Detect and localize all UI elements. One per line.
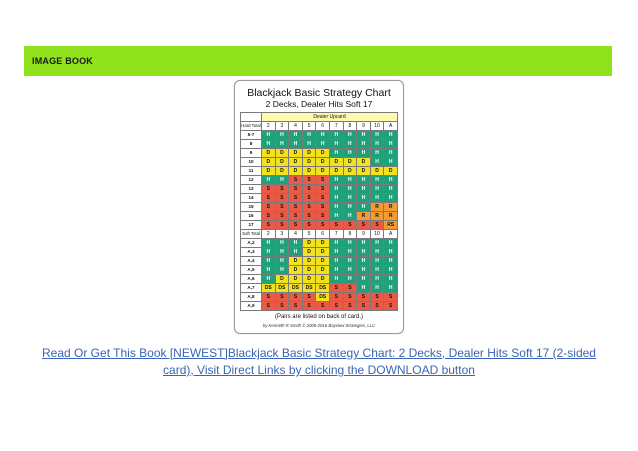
strategy-cell: S <box>302 176 316 185</box>
strategy-cell: S <box>316 176 330 185</box>
strategy-cell: S <box>275 212 289 221</box>
strategy-cell: D <box>370 167 384 176</box>
row-label: A,4 <box>241 257 262 266</box>
strategy-cell: H <box>275 131 289 140</box>
upcard-header: 5 <box>302 122 316 131</box>
soft-total-header: Soft Total <box>241 230 262 239</box>
upcard-header: 6 <box>316 122 330 131</box>
corner-cell <box>241 113 262 122</box>
strategy-cell: H <box>370 185 384 194</box>
table-row <box>241 149 398 158</box>
strategy-cell: H <box>370 158 384 167</box>
row-label: 10 <box>241 158 262 167</box>
strategy-cell: S <box>329 284 343 293</box>
strategy-cell: H <box>370 284 384 293</box>
strategy-cell: H <box>316 140 330 149</box>
row-label: 17 <box>241 221 262 230</box>
strategy-cell: S <box>316 212 330 221</box>
strategy-cell: D <box>316 149 330 158</box>
strategy-cell: H <box>343 239 357 248</box>
strategy-cell: S <box>357 293 371 302</box>
strategy-cell: H <box>343 275 357 284</box>
strategy-cell: RS <box>384 221 398 230</box>
strategy-cell: H <box>357 284 371 293</box>
strategy-cell: H <box>384 239 398 248</box>
strategy-cell: H <box>329 149 343 158</box>
strategy-cell: D <box>357 158 371 167</box>
table-row <box>241 302 398 311</box>
strategy-cell: H <box>275 266 289 275</box>
row-label: A,8 <box>241 293 262 302</box>
strategy-cell: S <box>289 203 303 212</box>
strategy-cell: S <box>302 203 316 212</box>
strategy-cell: R <box>370 203 384 212</box>
strategy-cell: D <box>343 167 357 176</box>
strategy-cell: D <box>329 167 343 176</box>
strategy-cell: S <box>302 221 316 230</box>
table-row <box>241 167 398 176</box>
strategy-cell: D <box>275 275 289 284</box>
strategy-cell: D <box>316 248 330 257</box>
row-label: 9 <box>241 149 262 158</box>
strategy-table <box>240 112 398 311</box>
strategy-cell: H <box>329 266 343 275</box>
strategy-cell: D <box>357 167 371 176</box>
strategy-cell: S <box>275 302 289 311</box>
strategy-cell: S <box>302 185 316 194</box>
strategy-cell: H <box>370 140 384 149</box>
strategy-cell: H <box>357 131 371 140</box>
strategy-cell: S <box>316 194 330 203</box>
table-row <box>241 185 398 194</box>
strategy-cell: S <box>262 194 276 203</box>
strategy-cell: DS <box>289 284 303 293</box>
strategy-cell: D <box>302 257 316 266</box>
strategy-cell: D <box>289 257 303 266</box>
upcard-header: 2 <box>262 122 276 131</box>
strategy-cell: D <box>302 266 316 275</box>
strategy-cell: S <box>316 221 330 230</box>
strategy-cell: D <box>289 149 303 158</box>
table-row <box>241 158 398 167</box>
strategy-grid <box>240 112 398 311</box>
book-cover-image <box>234 80 404 334</box>
strategy-cell: R <box>370 212 384 221</box>
strategy-cell: H <box>289 140 303 149</box>
strategy-cell: H <box>329 140 343 149</box>
strategy-cell: H <box>370 194 384 203</box>
strategy-cell: H <box>384 275 398 284</box>
strategy-cell: S <box>384 293 398 302</box>
strategy-cell: D <box>275 158 289 167</box>
strategy-cell: H <box>357 149 371 158</box>
strategy-cell: H <box>329 131 343 140</box>
strategy-cell: D <box>302 158 316 167</box>
strategy-cell: S <box>302 212 316 221</box>
strategy-cell: H <box>262 239 276 248</box>
upcard-header: 8 <box>343 230 357 239</box>
upcard-header: 4 <box>289 230 303 239</box>
strategy-cell: S <box>329 221 343 230</box>
strategy-cell: H <box>384 194 398 203</box>
strategy-cell: S <box>384 302 398 311</box>
table-row <box>241 266 398 275</box>
strategy-cell: S <box>316 302 330 311</box>
strategy-cell: D <box>289 158 303 167</box>
strategy-cell: S <box>289 185 303 194</box>
table-row <box>241 239 398 248</box>
strategy-cell: D <box>316 275 330 284</box>
download-link-line-1[interactable]: Read Or Get This Book [NEWEST]Blackjack Basic Strategy Chart: 2 Decks, Dealer Hits Soft 17 (2-sided <box>42 346 596 360</box>
strategy-cell: H <box>262 176 276 185</box>
strategy-cell: R <box>357 212 371 221</box>
strategy-cell: H <box>384 158 398 167</box>
upcard-header: 2 <box>262 230 276 239</box>
strategy-cell: D <box>275 149 289 158</box>
table-row <box>241 176 398 185</box>
strategy-cell: D <box>302 167 316 176</box>
strategy-cell: S <box>262 293 276 302</box>
strategy-cell: H <box>384 140 398 149</box>
upcard-header: 3 <box>275 230 289 239</box>
strategy-cell: H <box>384 131 398 140</box>
strategy-cell: H <box>343 248 357 257</box>
strategy-cell: S <box>289 176 303 185</box>
strategy-cell: S <box>343 302 357 311</box>
strategy-cell: H <box>384 248 398 257</box>
table-row <box>241 212 398 221</box>
pairs-note: (Pairs are listed on back of card.) <box>274 314 364 320</box>
upcard-header: A <box>384 230 398 239</box>
upcard-header: 10 <box>370 230 384 239</box>
strategy-cell: H <box>370 176 384 185</box>
row-label: 5-7 <box>241 131 262 140</box>
table-row <box>241 203 398 212</box>
strategy-cell: S <box>289 212 303 221</box>
strategy-cell: H <box>329 185 343 194</box>
strategy-cell: DS <box>275 284 289 293</box>
upcard-header: 10 <box>370 122 384 131</box>
strategy-cell: H <box>357 185 371 194</box>
strategy-cell: S <box>316 203 330 212</box>
strategy-cell: H <box>343 176 357 185</box>
strategy-cell: H <box>329 194 343 203</box>
strategy-cell: H <box>262 257 276 266</box>
strategy-cell: S <box>275 203 289 212</box>
strategy-cell: S <box>262 212 276 221</box>
strategy-cell: H <box>357 203 371 212</box>
strategy-cell: H <box>370 266 384 275</box>
strategy-cell: DS <box>316 293 330 302</box>
strategy-cell: DS <box>316 284 330 293</box>
strategy-cell: H <box>343 212 357 221</box>
strategy-cell: S <box>329 293 343 302</box>
strategy-cell: H <box>357 176 371 185</box>
row-label: 12 <box>241 176 262 185</box>
strategy-cell: D <box>316 167 330 176</box>
strategy-cell: S <box>262 185 276 194</box>
strategy-cell: S <box>262 302 276 311</box>
strategy-cell: H <box>370 248 384 257</box>
strategy-cell: S <box>316 185 330 194</box>
download-link-line-2[interactable]: card), Visit Direct Links by clicking the DOWNLOAD button <box>163 363 475 377</box>
strategy-cell: H <box>384 284 398 293</box>
strategy-cell: S <box>343 293 357 302</box>
strategy-cell: S <box>262 203 276 212</box>
strategy-cell: H <box>275 239 289 248</box>
strategy-cell: H <box>275 257 289 266</box>
row-label: A,2 <box>241 239 262 248</box>
strategy-cell: D <box>302 275 316 284</box>
row-label: A,7 <box>241 284 262 293</box>
upcard-header: 6 <box>316 230 330 239</box>
table-row <box>241 221 398 230</box>
dealer-upcard-title: Dealer Upcard <box>262 113 398 122</box>
strategy-cell: S <box>262 221 276 230</box>
strategy-cell: H <box>275 176 289 185</box>
strategy-cell: H <box>329 248 343 257</box>
upcard-header: 4 <box>289 122 303 131</box>
strategy-cell: S <box>275 221 289 230</box>
row-label: A,9 <box>241 302 262 311</box>
strategy-cell: H <box>357 239 371 248</box>
row-label: A,5 <box>241 266 262 275</box>
hard-total-header: Hard Total <box>241 122 262 131</box>
strategy-cell: H <box>384 266 398 275</box>
strategy-cell: H <box>370 257 384 266</box>
upcard-header: 7 <box>329 122 343 131</box>
strategy-cell: H <box>370 149 384 158</box>
table-row <box>241 140 398 149</box>
strategy-cell: H <box>357 140 371 149</box>
strategy-cell: S <box>357 302 371 311</box>
strategy-cell: D <box>302 239 316 248</box>
strategy-cell: D <box>316 257 330 266</box>
strategy-cell: D <box>316 266 330 275</box>
strategy-cell: H <box>262 140 276 149</box>
strategy-cell: H <box>262 266 276 275</box>
upcard-header: A <box>384 122 398 131</box>
strategy-cell: D <box>316 158 330 167</box>
strategy-cell: H <box>357 194 371 203</box>
strategy-cell: H <box>370 275 384 284</box>
strategy-cell: H <box>329 203 343 212</box>
strategy-cell: D <box>289 275 303 284</box>
upcard-header: 9 <box>357 122 371 131</box>
strategy-cell: H <box>302 131 316 140</box>
strategy-cell: H <box>343 266 357 275</box>
table-row <box>241 293 398 302</box>
strategy-cell: S <box>302 293 316 302</box>
strategy-cell: H <box>329 212 343 221</box>
strategy-cell: H <box>329 275 343 284</box>
table-row <box>241 248 398 257</box>
strategy-cell: S <box>343 284 357 293</box>
strategy-cell: H <box>343 194 357 203</box>
upcard-header: 5 <box>302 230 316 239</box>
upcard-header: 9 <box>357 230 371 239</box>
row-label: 15 <box>241 203 262 212</box>
strategy-cell: H <box>302 140 316 149</box>
strategy-cell: H <box>357 275 371 284</box>
strategy-cell: D <box>289 266 303 275</box>
strategy-cell: H <box>275 140 289 149</box>
row-label: A,6 <box>241 275 262 284</box>
strategy-cell: H <box>384 185 398 194</box>
strategy-cell: S <box>275 185 289 194</box>
strategy-cell: S <box>329 302 343 311</box>
chart-subtitle: 2 Decks, Dealer Hits Soft 17 <box>265 99 373 109</box>
strategy-cell: S <box>289 302 303 311</box>
strategy-cell: D <box>302 149 316 158</box>
strategy-cell: H <box>316 131 330 140</box>
image-book-banner <box>24 46 612 76</box>
strategy-cell: S <box>275 293 289 302</box>
strategy-cell: H <box>289 239 303 248</box>
table-row <box>241 275 398 284</box>
strategy-cell: H <box>343 131 357 140</box>
strategy-cell: R <box>384 212 398 221</box>
strategy-cell: H <box>289 131 303 140</box>
strategy-cell: D <box>384 167 398 176</box>
strategy-cell: D <box>329 158 343 167</box>
strategy-cell: D <box>262 158 276 167</box>
row-label: 16 <box>241 212 262 221</box>
copyright-credit: by Kenneth R Smith © 2008-2016 Bayview Strategies, LLC <box>262 323 376 328</box>
strategy-cell: H <box>289 248 303 257</box>
strategy-cell: S <box>289 221 303 230</box>
strategy-cell: H <box>384 257 398 266</box>
upcard-header: 3 <box>275 122 289 131</box>
table-row <box>241 257 398 266</box>
strategy-cell: H <box>384 149 398 158</box>
strategy-cell: S <box>289 293 303 302</box>
strategy-cell: S <box>302 302 316 311</box>
strategy-cell: H <box>262 248 276 257</box>
strategy-cell: R <box>384 203 398 212</box>
strategy-cell: S <box>370 302 384 311</box>
strategy-cell: D <box>275 167 289 176</box>
strategy-cell: H <box>384 176 398 185</box>
strategy-cell: DS <box>302 284 316 293</box>
strategy-cell: S <box>370 293 384 302</box>
strategy-cell: H <box>262 275 276 284</box>
strategy-cell: H <box>329 257 343 266</box>
strategy-cell: H <box>343 185 357 194</box>
strategy-cell: H <box>357 257 371 266</box>
strategy-cell: H <box>275 248 289 257</box>
row-label: A,3 <box>241 248 262 257</box>
chart-title: Blackjack Basic Strategy Chart <box>247 87 391 99</box>
strategy-cell: H <box>343 257 357 266</box>
strategy-cell: D <box>302 248 316 257</box>
row-label: 11 <box>241 167 262 176</box>
strategy-cell: H <box>343 203 357 212</box>
strategy-cell: D <box>343 158 357 167</box>
strategy-cell: D <box>262 149 276 158</box>
strategy-cell: S <box>302 194 316 203</box>
strategy-cell: S <box>357 221 371 230</box>
row-label: 13 <box>241 185 262 194</box>
strategy-cell: H <box>357 266 371 275</box>
strategy-cell: H <box>370 239 384 248</box>
strategy-cell: D <box>316 239 330 248</box>
strategy-cell: S <box>289 194 303 203</box>
strategy-cell: H <box>329 239 343 248</box>
strategy-cell: D <box>262 167 276 176</box>
table-row <box>241 131 398 140</box>
banner-label: IMAGE BOOK <box>32 56 94 66</box>
strategy-cell: S <box>343 221 357 230</box>
strategy-cell: H <box>343 140 357 149</box>
strategy-cell: S <box>275 194 289 203</box>
strategy-cell: S <box>370 221 384 230</box>
strategy-cell: H <box>329 176 343 185</box>
strategy-cell: D <box>289 167 303 176</box>
table-row <box>241 284 398 293</box>
strategy-cell: H <box>262 131 276 140</box>
upcard-header: 7 <box>329 230 343 239</box>
strategy-cell: DS <box>262 284 276 293</box>
row-label: 8 <box>241 140 262 149</box>
upcard-header: 8 <box>343 122 357 131</box>
strategy-cell: H <box>357 248 371 257</box>
strategy-cell: H <box>343 149 357 158</box>
table-row <box>241 194 398 203</box>
row-label: 14 <box>241 194 262 203</box>
strategy-cell: H <box>370 131 384 140</box>
